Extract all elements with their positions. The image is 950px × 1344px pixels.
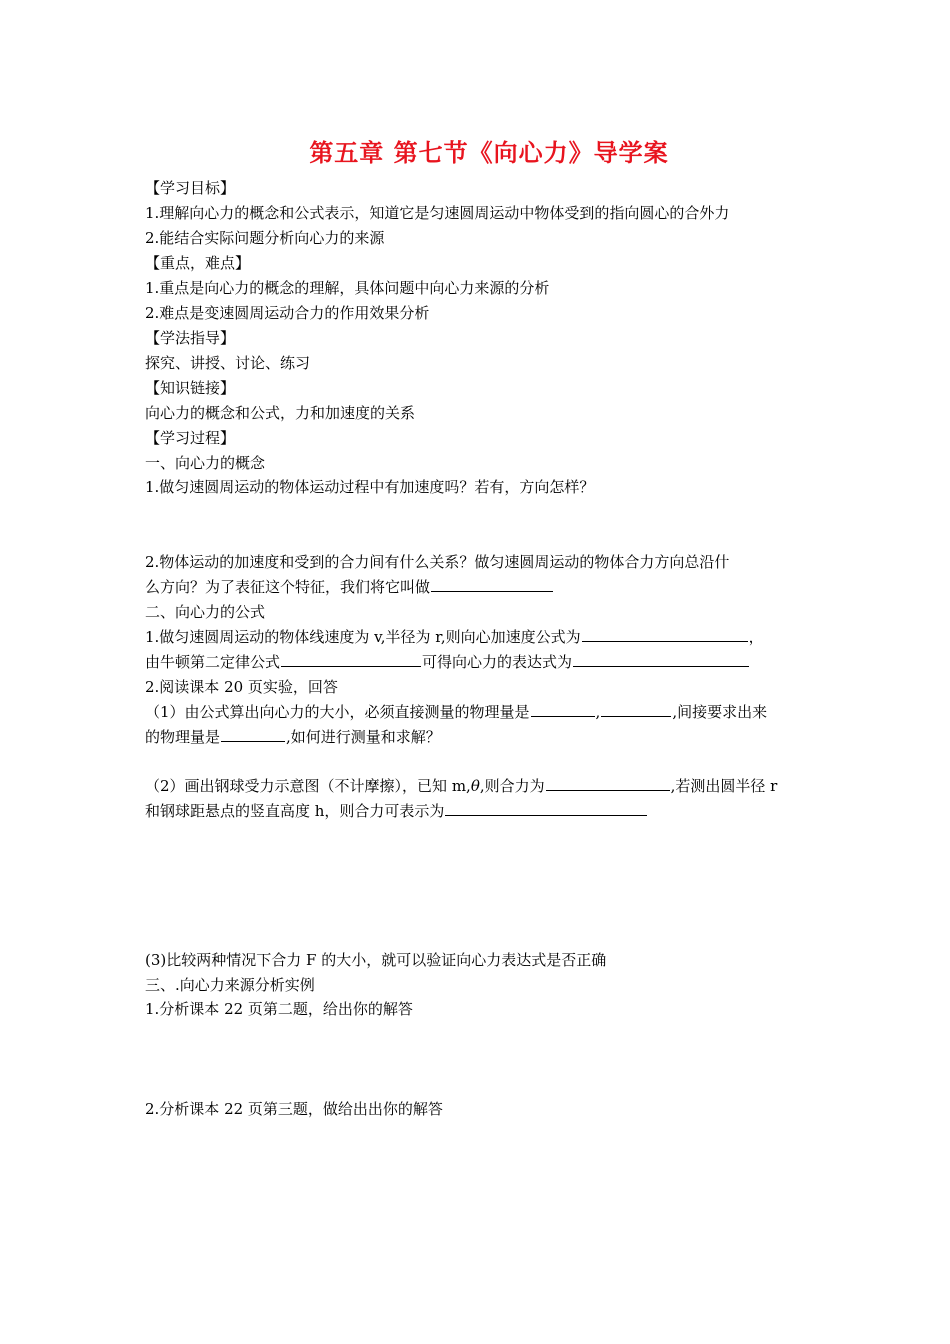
question-1-2-line1: 2.物体运动的加速度和受到的合力间有什么关系？做匀速圆周运动的物体合力方向总沿什 bbox=[145, 553, 730, 571]
knowledge-text: 向心力的概念和公式，力和加速度的关系 bbox=[145, 404, 416, 422]
section-heading-method: 【学法指导】 bbox=[145, 329, 236, 347]
answer-blank[interactable] bbox=[445, 801, 647, 816]
section-heading-process: 【学习过程】 bbox=[145, 429, 236, 447]
answer-blank[interactable] bbox=[573, 652, 749, 667]
answer-blank[interactable] bbox=[531, 702, 595, 717]
answer-blank[interactable] bbox=[601, 702, 671, 717]
question-text: ,则合力为 bbox=[479, 777, 545, 795]
objective-1: 1.理解向心力的概念和公式表示，知道它是匀速圆周运动中物体受到的指向圆心的合外力 bbox=[145, 204, 730, 222]
part-2-heading: 二、向心力的公式 bbox=[145, 603, 266, 621]
answer-blank[interactable] bbox=[582, 627, 748, 642]
part-3-heading: 三、.向心力来源分析实例 bbox=[145, 976, 315, 994]
question-1-2-line2 bbox=[145, 577, 554, 597]
part-1-heading: 一、向心力的概念 bbox=[145, 454, 266, 472]
question-2-1-line2 bbox=[145, 652, 750, 672]
answer-blank[interactable] bbox=[221, 727, 285, 742]
question-2-2-2-line2 bbox=[145, 801, 648, 821]
section-heading-objectives: 【学习目标】 bbox=[145, 179, 236, 197]
question-text: 的物理量是 bbox=[145, 728, 221, 746]
question-text: 么方向？为了表征这个特征，我们将它叫做 bbox=[145, 578, 431, 596]
answer-blank[interactable] bbox=[546, 776, 670, 791]
question-2-2-2-line1 bbox=[145, 776, 777, 796]
punctuation: , bbox=[595, 703, 601, 721]
punctuation: ， bbox=[748, 628, 764, 646]
answer-blank[interactable] bbox=[431, 577, 553, 592]
theta-symbol: θ bbox=[470, 777, 480, 795]
question-text: ,若测出圆半径 r bbox=[670, 777, 778, 795]
question-text: 可得向心力的表达式为 bbox=[422, 653, 573, 671]
question-text: 1.做匀速圆周运动的物体线速度为 v,半径为 r,则向心加速度公式为 bbox=[145, 628, 581, 646]
section-heading-key-points: 【重点，难点】 bbox=[145, 254, 251, 272]
question-text: （2）画出钢球受力示意图（不计摩擦），已知 m, bbox=[145, 777, 471, 795]
method-text: 探究、讲授、讨论、练习 bbox=[145, 354, 311, 372]
question-2-1-line1 bbox=[145, 627, 764, 647]
section-heading-knowledge: 【知识链接】 bbox=[145, 379, 236, 397]
question-text: 由牛顿第二定律公式 bbox=[145, 653, 281, 671]
question-3-1: 1.分析课本 22 页第二题，给出你的解答 bbox=[145, 1000, 413, 1018]
question-2-2-1-line1 bbox=[145, 702, 767, 722]
answer-blank[interactable] bbox=[281, 652, 421, 667]
key-point-1: 1.重点是向心力的概念的理解，具体问题中向心力来源的分析 bbox=[145, 279, 550, 297]
question-2-2-1-line2 bbox=[145, 727, 441, 747]
question-2-2: 2.阅读课本 20 页实验，回答 bbox=[145, 678, 338, 696]
objective-2: 2.能结合实际问题分析向心力的来源 bbox=[145, 229, 385, 247]
question-3-2: 2.分析课本 22 页第三题，做给出出你的解答 bbox=[145, 1100, 443, 1118]
question-text: ,间接要求出来 bbox=[672, 703, 768, 721]
question-text: 和钢球距悬点的竖直高度 h，则合力可表示为 bbox=[145, 802, 445, 820]
question-text: ,如何进行测量和求解？ bbox=[286, 728, 441, 746]
question-1-1: 1.做匀速圆周运动的物体运动过程中有加速度吗？若有，方向怎样？ bbox=[145, 478, 595, 496]
question-text: （1）由公式算出向心力的大小，必须直接测量的物理量是 bbox=[145, 703, 530, 721]
page-title: 第五章 第七节《向心力》导学案 bbox=[309, 139, 669, 167]
key-point-2: 2.难点是变速圆周运动合力的作用效果分析 bbox=[145, 304, 430, 322]
question-2-2-3: (3)比较两种情况下合力 F 的大小，就可以验证向心力表达式是否正确 bbox=[145, 951, 607, 969]
